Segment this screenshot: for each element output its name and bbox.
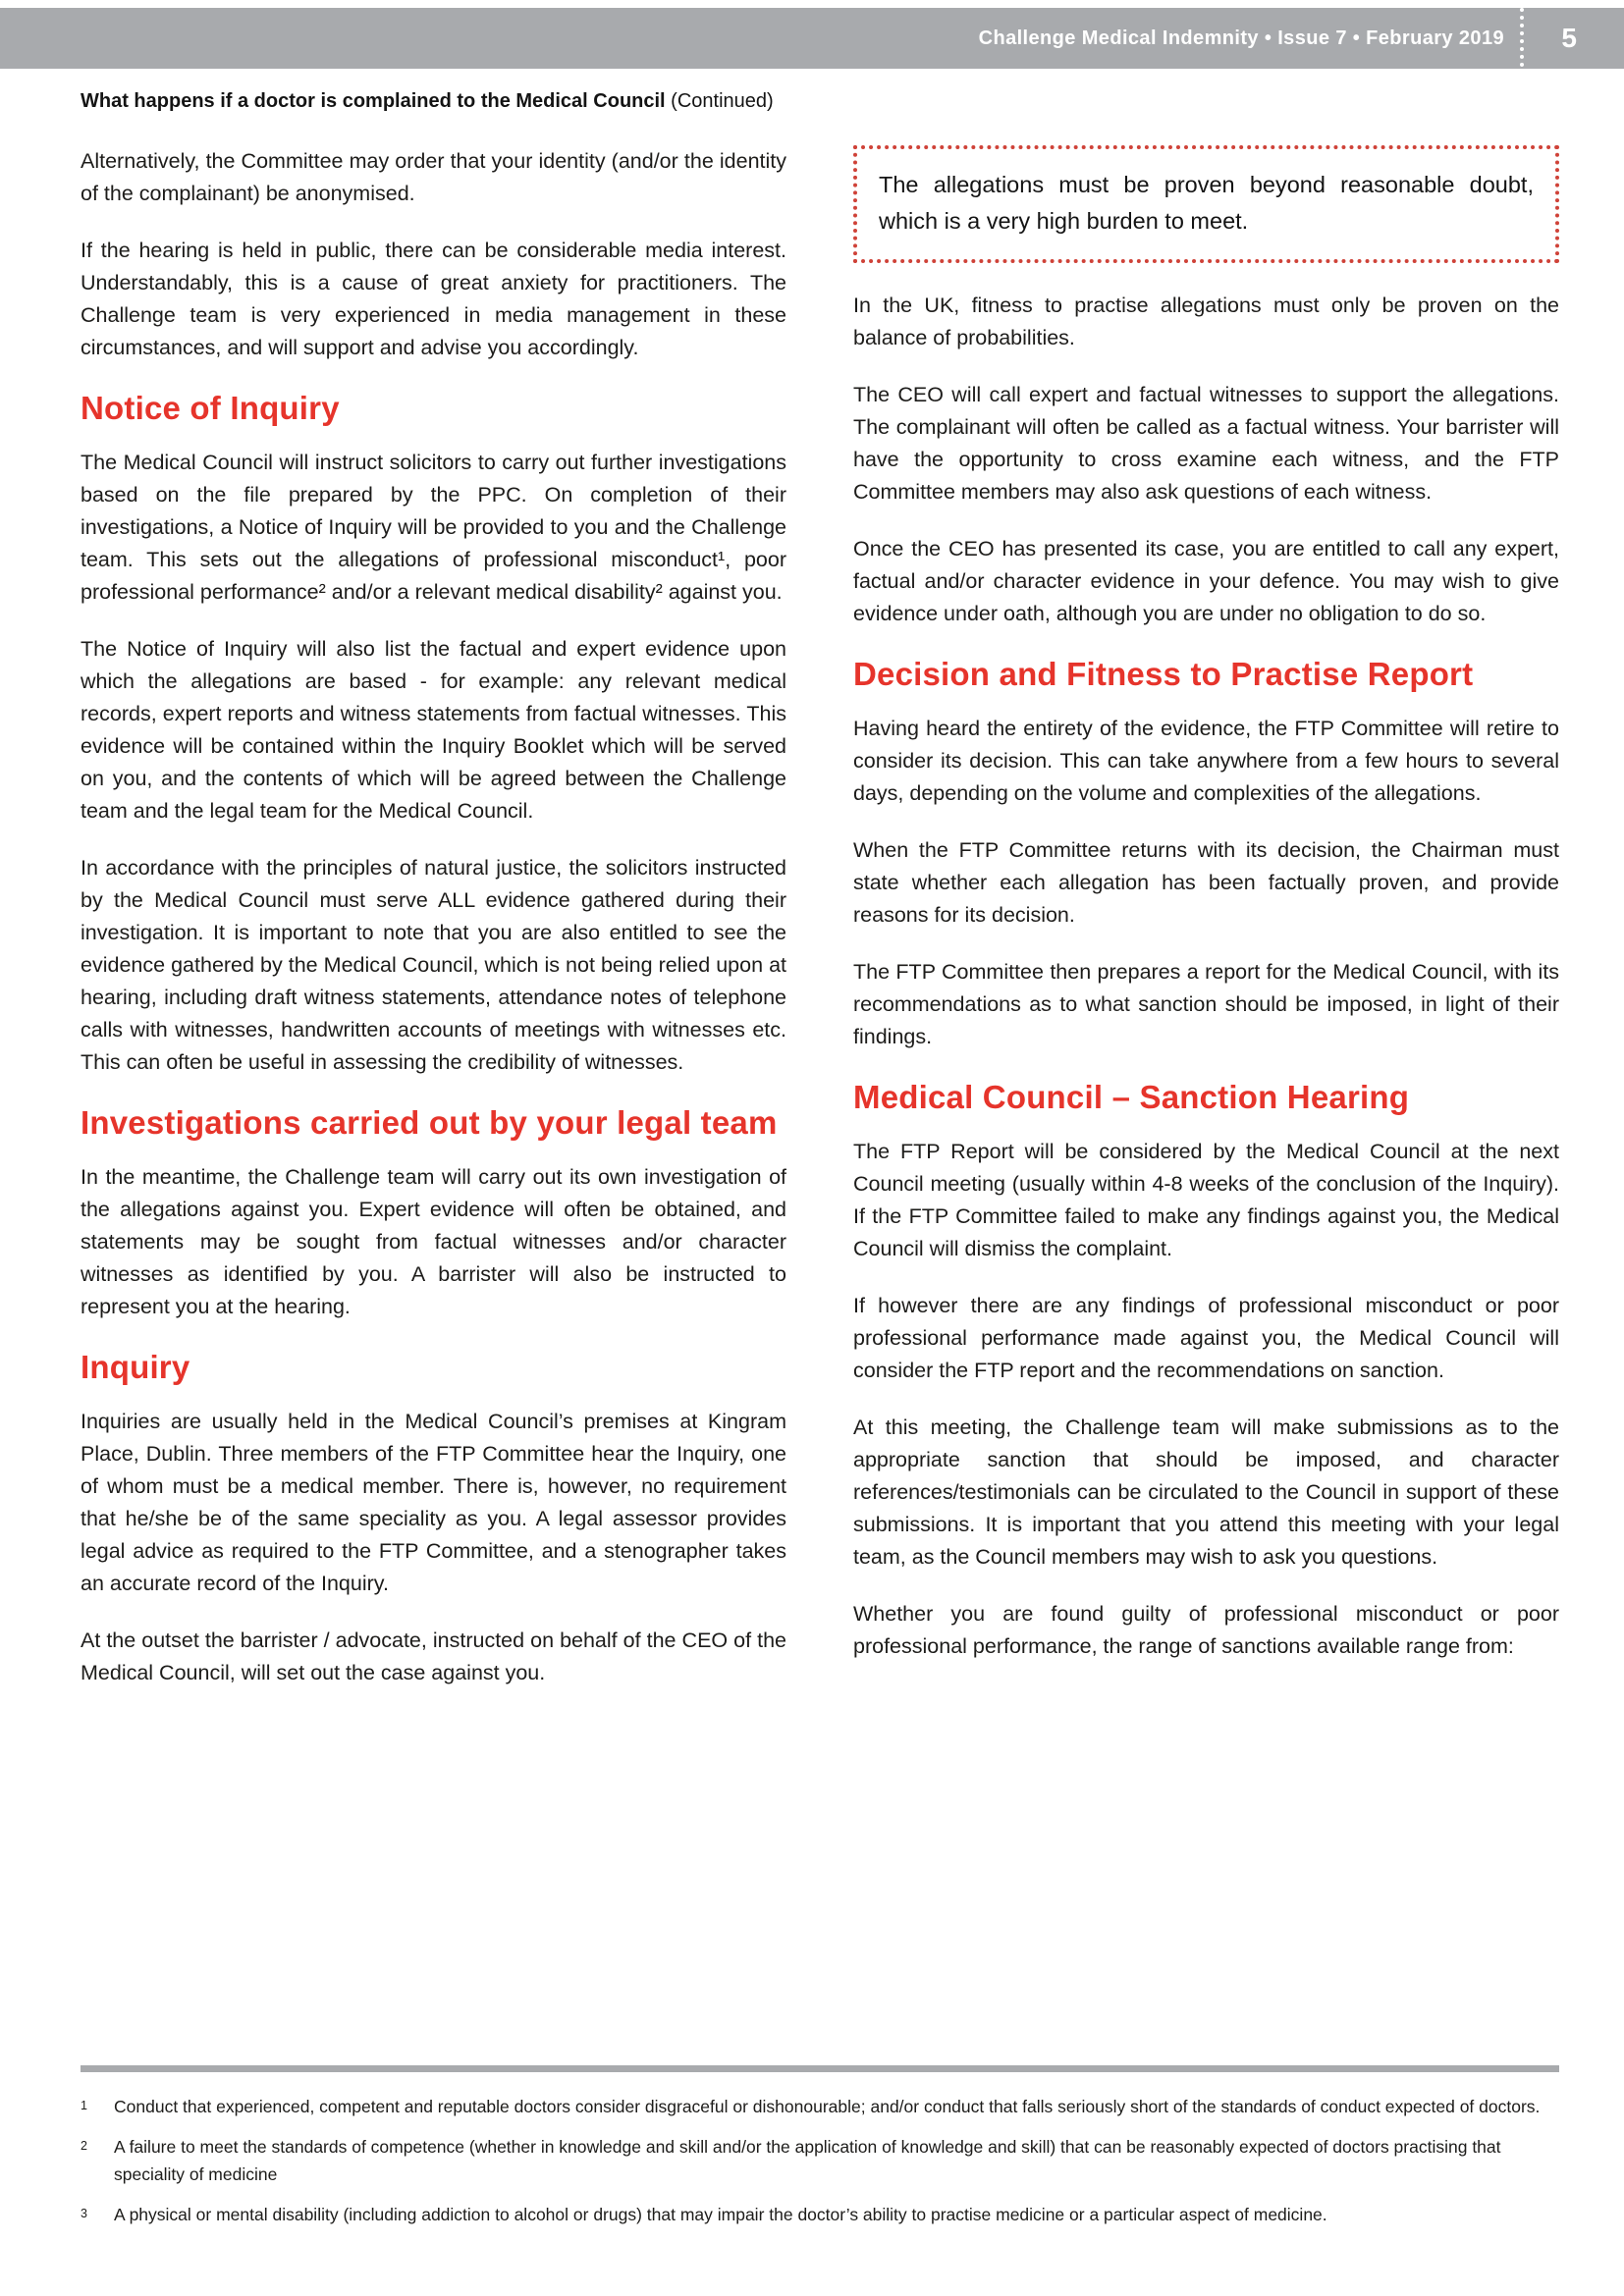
- footnote-3-text: A physical or mental disability (including addiction to alcohol or drugs) that may impair the doctor’s ability to practise medicine or a particular aspect of medicine.: [114, 2205, 1327, 2224]
- footnote-2: [81, 2133, 1559, 2188]
- section-heading-sanction-hearing: Medical Council – Sanction Hearing: [853, 1079, 1410, 1115]
- page-number: 5: [1561, 23, 1577, 53]
- footnote-3: [81, 2201, 1559, 2228]
- paragraph-decision-2: When the FTP Committee returns with its decision, the Chairman must state whether each allegation has been factually proven, and provide reasons for its decision.: [853, 838, 1559, 927]
- footnotes: [81, 2093, 1559, 2241]
- paragraph-sanction-2: If however there are any findings of professional misconduct or poor professional performance made against you, the Medical Council will consider the FTP report and the recommendations on sanction.: [853, 1294, 1559, 1382]
- paragraph-inquiry-1: Inquiries are usually held in the Medical Council’s premises at Kingram Place, Dublin. Three members of the FTP Committee hear the Inquiry, one of whom must be a medical member. There is, however, no requirement that he/she be of the same speciality as you. A legal assessor provides legal advice as required to the FTP Committee, and a stenographer takes an accurate record of the Inquiry.: [81, 1410, 786, 1595]
- paragraph-identity: Alternatively, the Committee may order that your identity (and/or the identity of the complainant) be anonymised.: [81, 149, 786, 205]
- section-heading-investigations: Investigations carried out by your legal team: [81, 1104, 778, 1141]
- paragraph-inquiry-2: At the outset the barrister / advocate, instructed on behalf of the CEO of the Medical Council, will set out the case against you.: [81, 1629, 786, 1684]
- paragraph-notice-1: The Medical Council will instruct solicitors to carry out further investigations based on the file prepared by the PPC. On completion of their investigations, a Notice of Inquiry will be provided to you and the Challenge team. This sets out the allegations of professional misconduct¹, poor professional performance² and/or a relevant medical disability² against you.: [81, 451, 786, 604]
- paragraph-ceo-witnesses: The CEO will call expert and factual witnesses to support the allegations. The complainant will often be called as a factual witness. Your barrister will have the opportunity to cross examine each witness, and the FTP Committee members may also ask questions of each witness.: [853, 383, 1559, 504]
- footnote-1: [81, 2093, 1559, 2120]
- paragraph-sanction-3: At this meeting, the Challenge team will make submissions as to the appropriate sanction that should be imposed, and character references/testimonials can be circulated to the Council in support of these submissions. It is important that you attend this meeting with your legal team, as the Council members may wish to ask you questions.: [853, 1415, 1559, 1569]
- page-title: [81, 88, 1559, 114]
- left-column: [81, 145, 786, 1714]
- footnote-divider: [81, 2065, 1559, 2072]
- paragraph-decision-3: The FTP Committee then prepares a report for the Medical Council, with its recommendations as to what sanction should be imposed, in light of their findings.: [853, 960, 1559, 1048]
- article-columns: [81, 145, 1559, 1714]
- page-title-suffix: (Continued): [665, 90, 774, 112]
- section-heading-decision-report: Decision and Fitness to Practise Report: [853, 656, 1474, 692]
- section-heading-inquiry: Inquiry: [81, 1349, 190, 1385]
- page-title-main: What happens if a doctor is complained to the Medical Council: [81, 90, 666, 112]
- footnote-2-number: 2: [81, 2139, 87, 2153]
- paragraph-ceo-case: Once the CEO has presented its case, you are entitled to call any expert, factual and/or character evidence in your defence. You may wish to give evidence under oath, although you are under no obligation to do so.: [853, 537, 1559, 625]
- newsletter-title: Challenge Medical Indemnity • Issue 7 • February 2019: [978, 27, 1504, 49]
- paragraph-sanction-4: Whether you are found guilty of professional misconduct or poor professional performance, the range of sanctions available range from:: [853, 1602, 1559, 1658]
- footnote-3-number: 3: [81, 2207, 87, 2220]
- paragraph-decision-1: Having heard the entirety of the evidence, the FTP Committee will retire to consider its decision. This can take anywhere from a few hours to several days, depending on the volume and complexities of the allegations.: [853, 717, 1559, 805]
- page-number-separator: [1520, 0, 1524, 82]
- paragraph-media: If the hearing is held in public, there can be considerable media interest. Understandably, this is a cause of great anxiety for practitioners. The Challenge team is very experienced in media management in these circumstances, and will support and advise you accordingly.: [81, 239, 786, 359]
- paragraph-notice-2: The Notice of Inquiry will also list the factual and expert evidence upon which the allegations are based - for example: any relevant medical records, expert reports and witness statements from factual witnesses. This evidence will be contained within the Inquiry Booklet which will be served on you, and the contents of which will be agreed between the Challenge team and the legal team for the Medical Council.: [81, 637, 786, 823]
- paragraph-uk-standard: In the UK, fitness to practise allegations must only be proven on the balance of probabilities.: [853, 294, 1559, 349]
- right-column: [853, 145, 1559, 1687]
- header-bar: [0, 8, 1624, 69]
- footnote-2-text: A failure to meet the standards of competence (whether in knowledge and skill and/or the application of knowledge and skill) that can be reasonably expected of doctors practising that speciality of medicine: [114, 2137, 1501, 2184]
- callout-box: The allegations must be proven beyond reasonable doubt, which is a very high burden to meet.: [853, 145, 1559, 263]
- paragraph-natural-justice: In accordance with the principles of natural justice, the solicitors instructed by the Medical Council must serve ALL evidence gathered during their investigation. It is important to note that you are also entitled to see the evidence gathered by the Medical Council, which is not being relied upon at hearing, including draft witness statements, attendance notes of telephone calls with witnesses, handwritten accounts of meetings with witnesses etc. This can often be useful in assessing the credibility of witnesses.: [81, 856, 786, 1074]
- section-heading-notice-of-inquiry: Notice of Inquiry: [81, 390, 340, 426]
- footnote-1-number: 1: [81, 2099, 87, 2112]
- footnote-1-text: Conduct that experienced, competent and reputable doctors consider disgraceful or dishonourable; and/or conduct that falls seriously short of the standards of conduct expected of doctors.: [114, 2097, 1541, 2116]
- paragraph-investigations: In the meantime, the Challenge team will carry out its own investigation of the allegations against you. Expert evidence will often be obtained, and statements may be sought from factual witnesses and/or character witnesses as identified by you. A barrister will also be instructed to represent you at the hearing.: [81, 1165, 786, 1318]
- paragraph-sanction-1: The FTP Report will be considered by the Medical Council at the next Council meeting (usually within 4-8 weeks of the conclusion of the Inquiry). If the FTP Committee failed to make any findings against you, the Medical Council will dismiss the complaint.: [853, 1140, 1559, 1260]
